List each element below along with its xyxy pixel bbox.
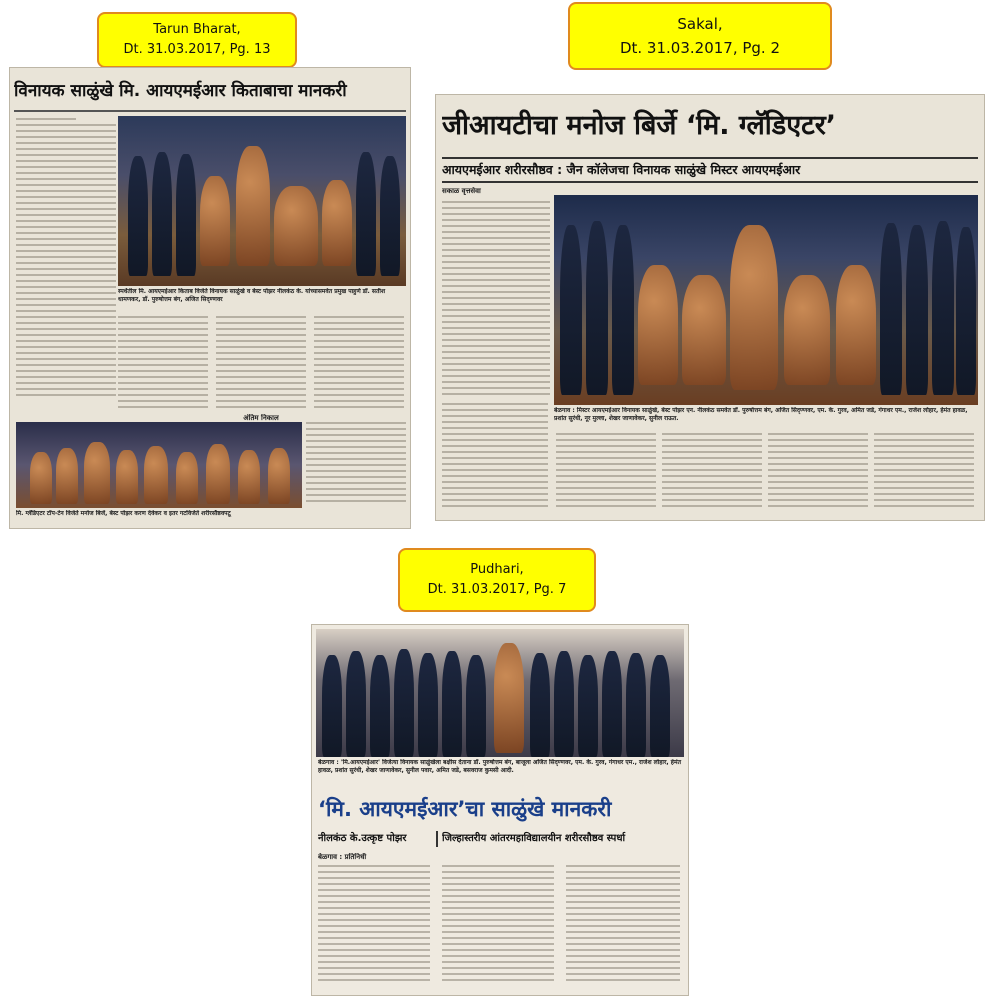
clip-subhead-left: नीलकंठ के.उत्कृष्ट पोझर bbox=[318, 831, 438, 847]
clip-pudhari bbox=[312, 625, 688, 995]
label-date: Dt. 31.03.2017, Pg. 2 bbox=[619, 39, 781, 57]
article-text-columns bbox=[118, 316, 406, 416]
photo-caption: बेळगाव : 'मि.आयएमईआर' विजेत्या विनायक साळुंखेला बक्षीस देताना डॉ. पुरुषोत्तम बंग, बाजूला अजित सिद्‌ण्णवर, एम. के. गुरव, गंगाधर एम., राजेश लोहार, हेमंत हावळ, प्रशांत सुरंधी, शेखर जाणावेकर, सुनील पवार, अमित जडे, बसवराज कुमसी आदी. bbox=[318, 759, 681, 774]
byline: सकाळ वृत्तसेवा bbox=[442, 187, 481, 195]
article-text-columns bbox=[442, 403, 978, 515]
clip-headline: जीआयटीचा मनोज बिर्जे ‘मि. ग्लॅडिएटर’ bbox=[442, 110, 837, 141]
clip-headline: विनायक साळुंखे मि. आयएमईआर किताबाचा मानकरी bbox=[14, 72, 406, 112]
label-sakal bbox=[568, 2, 832, 70]
photo-winners-group bbox=[554, 195, 978, 405]
clip-headline: ‘मि. आयएमईआर’चा साळुंखे मानकरी bbox=[318, 797, 612, 821]
photo-winners-group bbox=[118, 116, 406, 286]
byline: बेळगाव : प्रतिनिधी bbox=[318, 853, 367, 861]
clip-subheading: आयएमईआर शरीरसौष्ठव : जैन कॉलेजचा विनायक साळुंखे मिस्टर आयएमईआर bbox=[442, 157, 978, 183]
label-date: Dt. 31.03.2017, Pg. 7 bbox=[427, 582, 567, 597]
label-source: Tarun Bharat, bbox=[153, 22, 241, 37]
photo-gladiator-winners bbox=[16, 422, 302, 508]
clip-subhead-right: जिल्हास्तरीय आंतरमहाविद्यालयीन शरीरसौष्ठव स्पर्धा bbox=[442, 833, 626, 844]
photo-caption: बेळगाव : मिस्टर आयएमईआर विनायक साळुंखे, बेस्ट पोझर एन. नीलकंठ समवेत डॉ. पुरुषोत्तम बंग, अजित सिद्‌ण्णवर, एम. के. गुरव, अमित जडे, गंगाधर एम., राजेश लोहार, हेमंत हावळ, प्रशांत सुरंधी, नूर मुल्ला, शेखर जाणावेकर, सुनील राऊत. bbox=[554, 407, 968, 422]
label-source: Pudhari, bbox=[470, 562, 524, 577]
clip-tarun-bharat bbox=[10, 68, 410, 528]
label-source: Sakal, bbox=[677, 15, 723, 33]
clip-sakal bbox=[436, 95, 984, 520]
result-heading: अंतिम निकाल bbox=[243, 414, 279, 422]
label-date: Dt. 31.03.2017, Pg. 13 bbox=[123, 42, 271, 57]
article-text-column bbox=[16, 118, 116, 408]
photo-prize-distribution bbox=[316, 629, 684, 757]
article-text-columns bbox=[318, 865, 682, 991]
photo-caption: मि. ग्लॅडिएटर टॉप-टेन विजेते मनोज बिर्जे, बेस्ट पोझर करण देवेकर व इतर गटविजेते शरीरसौष्ठवपटू bbox=[16, 510, 231, 517]
label-tarun-bharat bbox=[97, 12, 297, 68]
label-pudhari bbox=[398, 548, 596, 612]
article-text-column bbox=[442, 201, 550, 401]
photo-caption: स्पर्धेतील मि. आयएमईआर किताब विजेते विनायक साळुंखे व बेस्ट पोझर नीलकंठ के. यांच्यासमवेत प्रमुख पाहुणे डॉ. सतीश धामणकर, डॉ. पुरुषोत्तम बंग, अजित सिद्‌ण्णवर bbox=[118, 288, 386, 303]
article-text-column bbox=[306, 422, 406, 508]
